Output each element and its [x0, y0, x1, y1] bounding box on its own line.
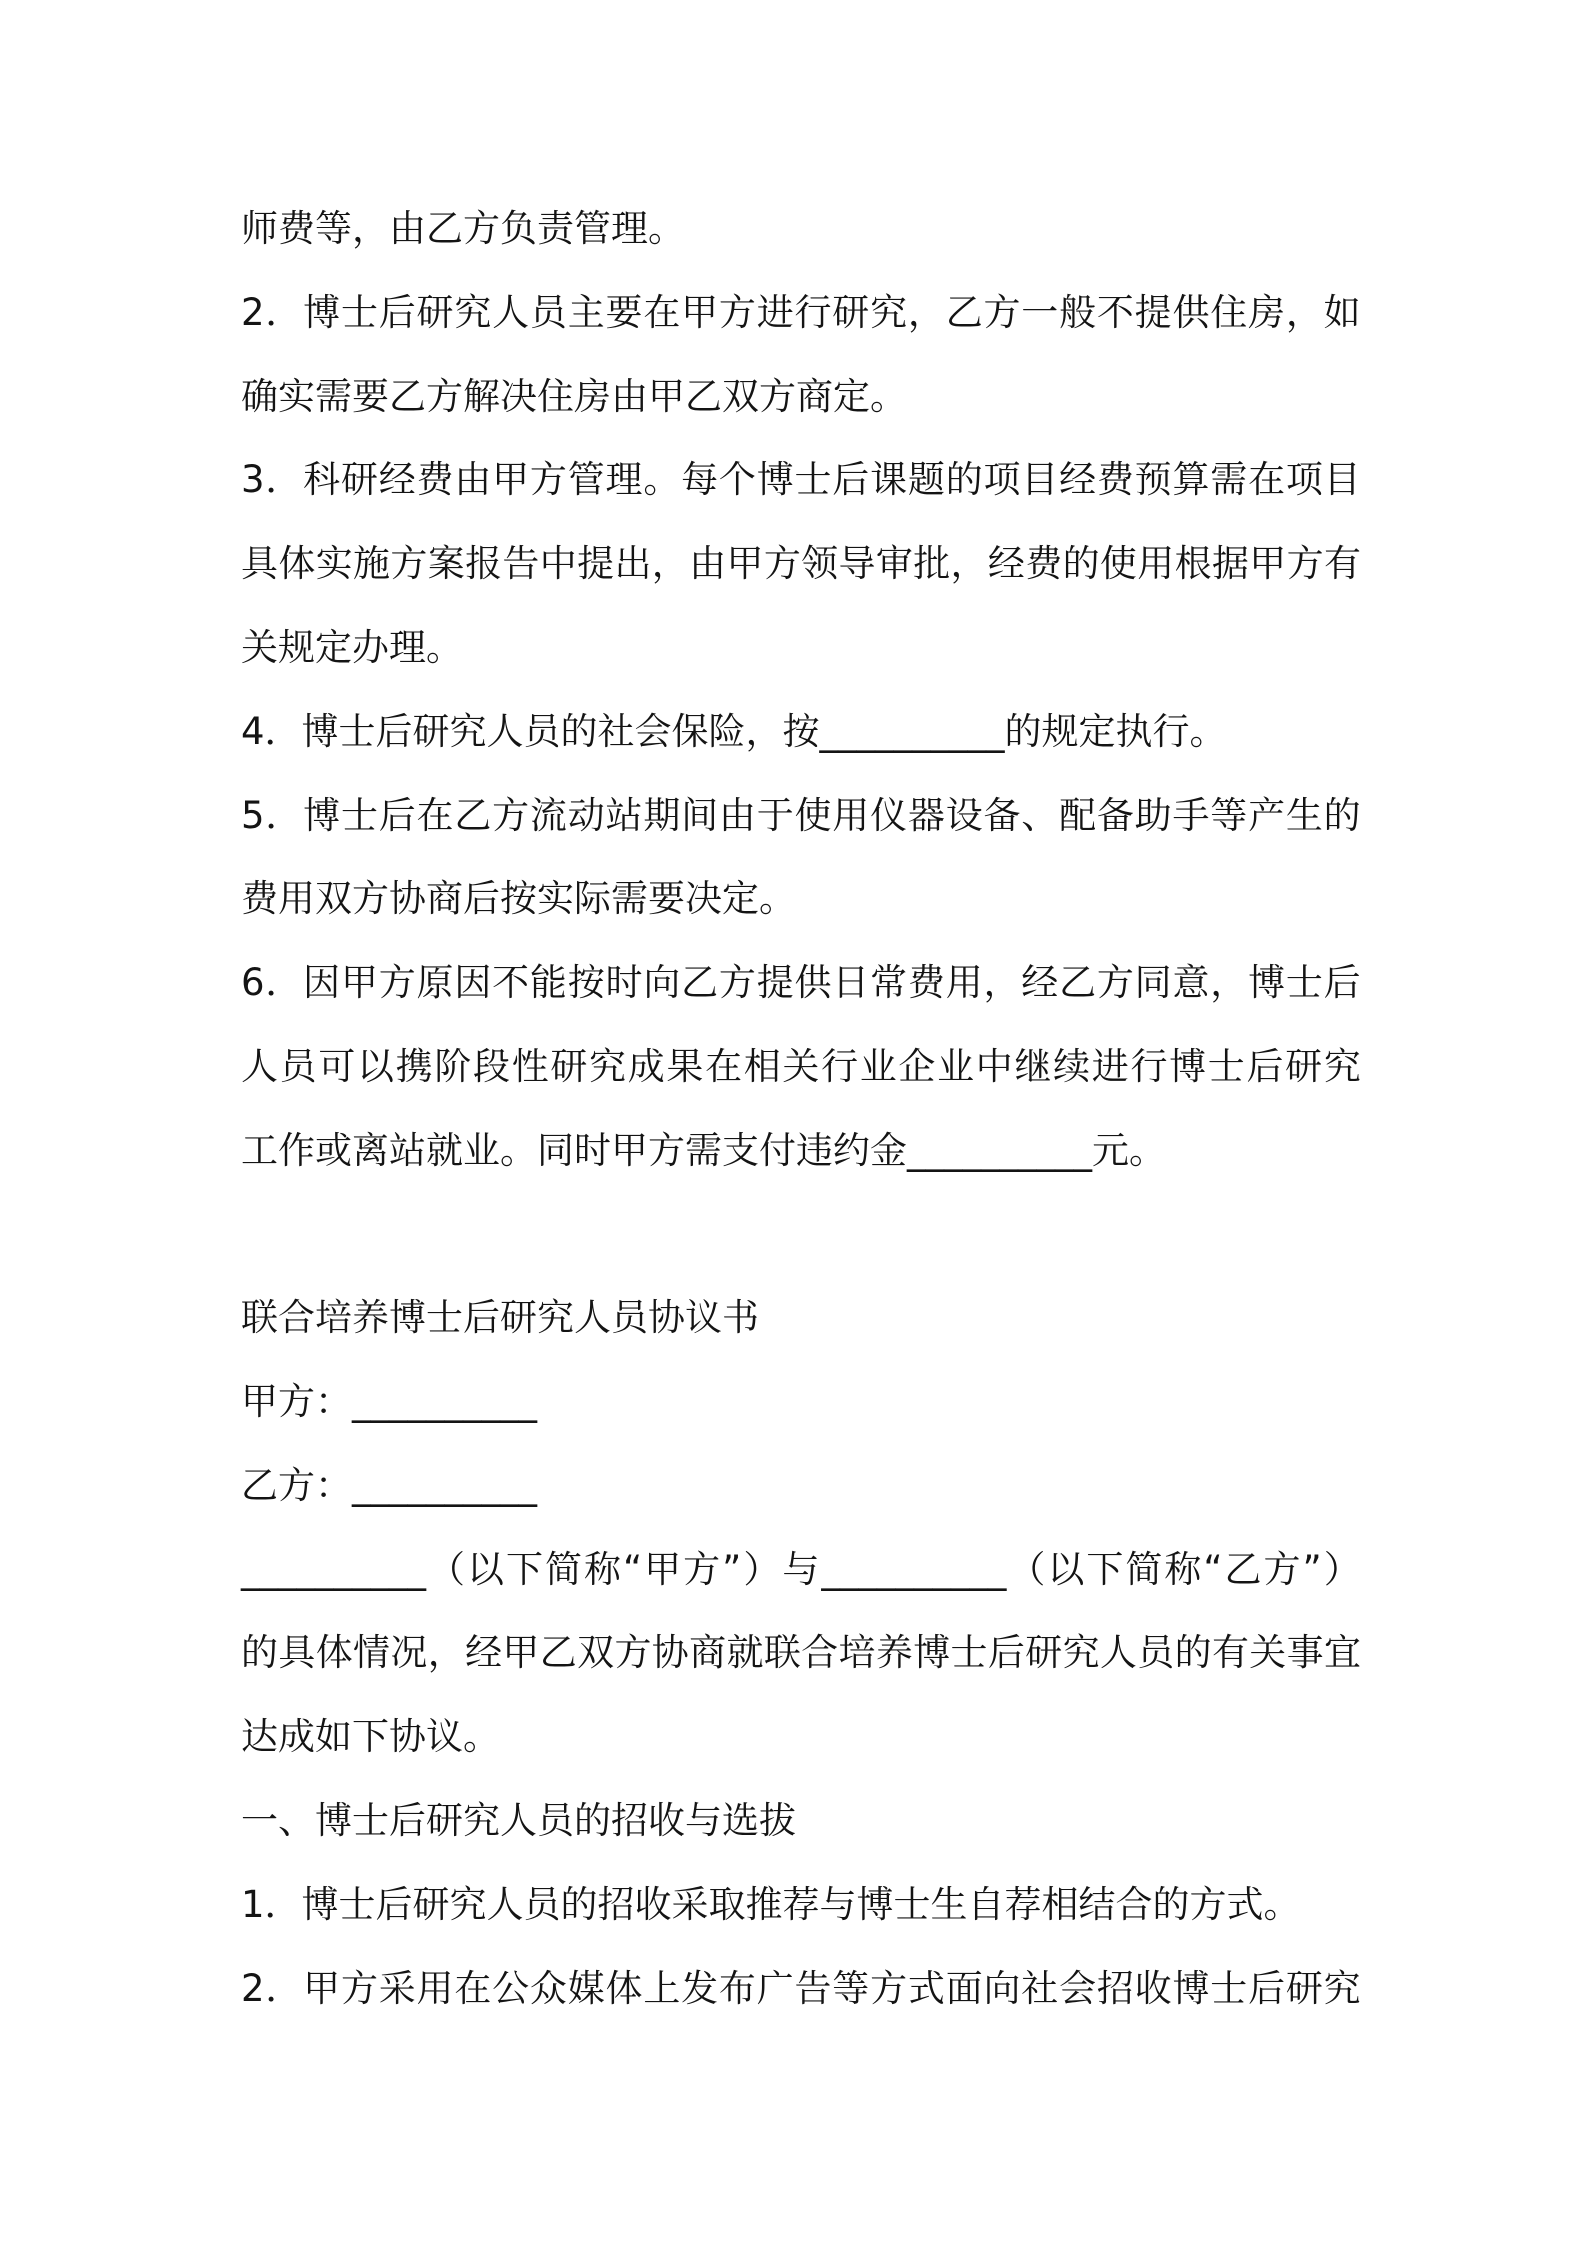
glyph: 方	[492, 794, 530, 837]
glyph: 施	[353, 542, 391, 585]
glyph: 流	[529, 794, 567, 837]
glyph: 究	[1323, 1045, 1361, 1088]
glyph: 理	[605, 458, 643, 501]
glyph: 2	[241, 291, 265, 334]
glyph: ，	[427, 1631, 465, 1674]
glyph: 后	[1248, 1967, 1286, 2010]
glyph: 称	[1164, 1548, 1202, 1591]
glyph: 经	[378, 458, 416, 501]
glyph: 乙	[454, 794, 492, 837]
glyph: 采	[378, 1967, 416, 2010]
glyph: 行	[821, 1045, 859, 1088]
glyph: 方	[614, 1631, 652, 1674]
text-line-justified	[241, 539, 1361, 589]
glyph: 项	[983, 458, 1021, 501]
glyph: 配	[1059, 794, 1097, 837]
glyph: 提	[756, 961, 794, 1004]
glyph: 社	[1021, 1967, 1059, 2010]
glyph: 士	[340, 291, 378, 334]
glyph: 在	[416, 794, 454, 837]
text-line-justified	[241, 1042, 1361, 1092]
glyph: 士	[950, 1631, 988, 1674]
text-line-justified	[241, 288, 1361, 338]
section-title: 联合培养博士后研究人员协议书	[241, 1296, 759, 1339]
text-line-justified	[241, 1545, 1361, 1595]
glyph: 房	[1248, 291, 1286, 334]
glyph: ．	[265, 291, 303, 334]
glyph: 况	[390, 1631, 428, 1674]
glyph: 甲	[681, 291, 719, 334]
glyph: ．	[265, 1967, 303, 2010]
glyph: 博	[1172, 1967, 1210, 2010]
glyph: 导	[838, 542, 876, 585]
glyph: 研	[550, 1045, 588, 1088]
glyph: 博	[303, 794, 341, 837]
glyph: 研	[832, 291, 870, 334]
glyph: “	[623, 1548, 643, 1591]
glyph: 产	[1248, 794, 1286, 837]
glyph: 由	[718, 794, 756, 837]
glyph: 具	[278, 1631, 316, 1674]
glyph: 有	[1323, 542, 1361, 585]
glyph: 中	[975, 1045, 1013, 1088]
glyph: 不	[492, 961, 530, 1004]
glyph: 费	[1096, 458, 1134, 501]
glyph: 于	[756, 794, 794, 837]
glyph: 业	[937, 1045, 975, 1088]
glyph: 方	[763, 542, 801, 585]
glyph: ，	[1285, 291, 1323, 334]
glyph: 间	[681, 794, 719, 837]
text-line: 1．博士后研究人员的招收采取推荐与博士生自荐相结合的方式。	[241, 1883, 1301, 1926]
glyph: 能	[529, 961, 567, 1004]
glyph: 方	[340, 1967, 378, 2010]
glyph: 研	[1285, 1967, 1323, 2010]
glyph: “	[1203, 1548, 1223, 1591]
glyph: （	[428, 1548, 465, 1591]
glyph: 博	[756, 458, 794, 501]
glyph: ，	[651, 542, 689, 585]
glyph: 士	[340, 794, 378, 837]
glyph: 由	[689, 542, 727, 585]
glyph: ．	[265, 794, 303, 837]
glyph: 2	[241, 1967, 265, 2010]
glyph: 目	[1021, 458, 1059, 501]
glyph: 课	[870, 458, 908, 501]
glyph: 管	[567, 458, 605, 501]
glyph: 士	[1285, 961, 1323, 1004]
glyph: 究	[1062, 1631, 1100, 1674]
glyph: 不	[1096, 291, 1134, 334]
glyph: 果	[666, 1045, 704, 1088]
glyph: 以	[467, 1548, 504, 1591]
glyph: 在	[454, 1967, 492, 2010]
glyph: 用	[832, 794, 870, 837]
glyph: 性	[511, 1045, 549, 1088]
glyph: 日	[832, 961, 870, 1004]
text-line: 确实需要乙方解决住房由甲乙双方商定。	[241, 375, 907, 418]
glyph: 博	[913, 1631, 951, 1674]
glyph: 以	[1047, 1548, 1085, 1591]
glyph: 乙	[1224, 1548, 1262, 1591]
glyph: 研	[1285, 1045, 1323, 1088]
glyph: 意	[1172, 961, 1210, 1004]
glyph: 提	[577, 542, 615, 585]
glyph: ）	[743, 1548, 781, 1591]
glyph: 每	[681, 458, 719, 501]
glyph: 人	[1099, 1631, 1137, 1674]
glyph: 般	[1059, 291, 1097, 334]
glyph: 原	[416, 961, 454, 1004]
glyph: 站	[605, 794, 643, 837]
glyph: ，	[907, 291, 945, 334]
glyph: 合	[801, 1631, 839, 1674]
glyph: 根	[1174, 542, 1212, 585]
glyph: 提	[1134, 291, 1172, 334]
glyph: 乙	[539, 1631, 577, 1674]
glyph: 广	[756, 1967, 794, 2010]
glyph: ）	[1323, 1548, 1361, 1591]
glyph: 士	[1210, 1967, 1248, 2010]
glyph: 的	[241, 1631, 278, 1674]
text-line: 工作或离站就业。同时甲方需支付违约金__________元。	[241, 1129, 1166, 1172]
glyph: 有	[1211, 1631, 1249, 1674]
glyph: 常	[870, 961, 908, 1004]
glyph: 后	[378, 794, 416, 837]
glyph: 报	[465, 542, 503, 585]
glyph: 乙	[681, 961, 719, 1004]
glyph: ，	[950, 542, 988, 585]
glyph: 方	[390, 542, 428, 585]
text-line: 达成如下协议。	[241, 1715, 500, 1758]
glyph: ．	[265, 961, 303, 1004]
text-line-justified	[241, 1628, 1361, 1678]
glyph: ，	[983, 961, 1021, 1004]
glyph: 备	[1096, 794, 1134, 837]
glyph: 设	[945, 794, 983, 837]
glyph: 乙	[945, 291, 983, 334]
glyph: 备	[983, 794, 1021, 837]
glyph: 究	[1323, 1967, 1361, 2010]
glyph: 在	[1248, 458, 1286, 501]
glyph: 后	[832, 458, 870, 501]
glyph: 用	[1137, 542, 1175, 585]
glyph: 方	[378, 961, 416, 1004]
glyph: 体	[605, 1967, 643, 2010]
text-line: 关规定办理。	[241, 626, 463, 669]
text-line-justified	[241, 455, 1361, 505]
glyph: 人	[241, 1045, 278, 1088]
glyph: 上	[643, 1967, 681, 2010]
glyph: 行	[1130, 1045, 1168, 1088]
glyph: ”	[722, 1548, 742, 1591]
glyph: 使	[1099, 542, 1137, 585]
glyph: 批	[913, 542, 951, 585]
text-line-justified	[241, 1964, 1361, 2014]
glyph: 宜	[1323, 1631, 1361, 1674]
glyph: 招	[1096, 1967, 1134, 2010]
glyph: 甲	[303, 1967, 341, 2010]
glyph: 士	[794, 458, 832, 501]
glyph: 个	[718, 458, 756, 501]
glyph: 方	[1263, 1548, 1301, 1591]
glyph: 行	[794, 291, 832, 334]
glyph: 收	[1134, 1967, 1172, 2010]
glyph: __________	[241, 1548, 426, 1591]
glyph: 段	[473, 1045, 511, 1088]
glyph: 员	[1137, 1631, 1175, 1674]
glyph: 告	[502, 542, 540, 585]
glyph: 器	[907, 794, 945, 837]
glyph: 出	[614, 542, 652, 585]
glyph: 就	[726, 1631, 764, 1674]
glyph: 等	[832, 1967, 870, 2010]
glyph: 的	[1323, 794, 1361, 837]
glyph: 经	[1021, 961, 1059, 1004]
glyph: 同	[1134, 961, 1172, 1004]
glyph: 审	[875, 542, 913, 585]
glyph: 布	[718, 1967, 756, 2010]
glyph: 下	[1086, 1548, 1124, 1591]
glyph: ，	[1210, 961, 1248, 1004]
glyph: ．	[265, 458, 303, 501]
glyph: 费	[907, 961, 945, 1004]
text-line-justified	[241, 791, 1361, 841]
glyph: 员	[529, 291, 567, 334]
glyph: 关	[1249, 1631, 1287, 1674]
glyph: 后	[1246, 1045, 1284, 1088]
glyph: 方	[529, 458, 567, 501]
glyph: 人	[492, 291, 530, 334]
glyph: 具	[241, 542, 278, 585]
glyph: 养	[875, 1631, 913, 1674]
glyph: 因	[303, 961, 341, 1004]
glyph: 式	[907, 1967, 945, 2010]
glyph: 会	[1059, 1967, 1097, 2010]
glyph: 携	[395, 1045, 433, 1088]
glyph: 向	[983, 1967, 1021, 2010]
glyph: 由	[454, 458, 492, 501]
glyph: 研	[416, 291, 454, 334]
glyph: 的	[1174, 1631, 1212, 1674]
glyph: 究	[870, 291, 908, 334]
glyph: 阶	[434, 1045, 472, 1088]
glyph: 需	[1210, 458, 1248, 501]
glyph: 据	[1211, 542, 1249, 585]
glyph: 方	[718, 291, 756, 334]
party-a-line: 甲方：__________	[241, 1380, 537, 1423]
glyph: 在	[643, 291, 681, 334]
text-line: 师费等，由乙方负责管理。	[241, 207, 685, 250]
text-line: 4．博士后研究人员的社会保险，按__________的规定执行。	[241, 710, 1227, 753]
glyph: 使	[794, 794, 832, 837]
glyph: 双	[577, 1631, 615, 1674]
glyph: 情	[353, 1631, 391, 1674]
glyph: 下	[506, 1548, 543, 1591]
glyph: 题	[907, 458, 945, 501]
glyph: 时	[605, 961, 643, 1004]
glyph: 关	[782, 1045, 820, 1088]
glyph: 。	[643, 458, 681, 501]
glyph: 博	[1169, 1045, 1207, 1088]
glyph: 培	[838, 1631, 876, 1674]
glyph: 领	[801, 542, 839, 585]
glyph: 的	[945, 458, 983, 501]
glyph: 项	[1285, 458, 1323, 501]
glyph: 甲	[644, 1548, 682, 1591]
glyph: 简	[545, 1548, 582, 1591]
glyph: 与	[782, 1548, 820, 1591]
glyph: 用	[945, 961, 983, 1004]
glyph: 的	[1062, 542, 1100, 585]
glyph: 可	[318, 1045, 356, 1088]
glyph: 按	[567, 961, 605, 1004]
glyph: 实	[315, 542, 353, 585]
glyph: 3	[241, 458, 265, 501]
glyph: 甲	[726, 542, 764, 585]
glyph: 因	[454, 961, 492, 1004]
glyph: 研	[340, 458, 378, 501]
glyph: ”	[1302, 1548, 1322, 1591]
glyph: 事	[1286, 1631, 1324, 1674]
glyph: 甲	[340, 961, 378, 1004]
text-line-justified	[241, 958, 1361, 1008]
glyph: 费	[416, 458, 454, 501]
glyph: 供	[794, 961, 832, 1004]
glyph: 续	[1053, 1045, 1091, 1088]
glyph: 仪	[870, 794, 908, 837]
glyph: 联	[763, 1631, 801, 1674]
glyph: 后	[1323, 961, 1361, 1004]
glyph: 、	[1021, 794, 1059, 837]
glyph: 供	[1172, 291, 1210, 334]
glyph: 众	[529, 1967, 567, 2010]
glyph: 方	[870, 1967, 908, 2010]
glyph: 6	[241, 961, 265, 1004]
glyph: 后	[987, 1631, 1025, 1674]
glyph: 中	[539, 542, 577, 585]
glyph: 成	[627, 1045, 665, 1088]
glyph: 方	[983, 291, 1021, 334]
section-heading: 一、博士后研究人员的招收与选拔	[241, 1799, 796, 1842]
glyph: 甲	[492, 458, 530, 501]
glyph: 生	[1285, 794, 1323, 837]
glyph: 要	[605, 291, 643, 334]
glyph: 简	[1125, 1548, 1163, 1591]
glyph: 乙	[1059, 961, 1097, 1004]
glyph: 以	[357, 1045, 395, 1088]
glyph: 公	[492, 1967, 530, 2010]
glyph: 等	[1210, 794, 1248, 837]
glyph: 称	[584, 1548, 621, 1591]
glyph: 员	[279, 1045, 317, 1088]
glyph: 动	[567, 794, 605, 837]
glyph: 5	[241, 794, 265, 837]
glyph: 用	[416, 1967, 454, 2010]
glyph: 方	[718, 961, 756, 1004]
glyph: 研	[1025, 1631, 1063, 1674]
glyph: 一	[1021, 291, 1059, 334]
glyph: 继	[1014, 1045, 1052, 1088]
glyph: 手	[1172, 794, 1210, 837]
glyph: 究	[589, 1045, 627, 1088]
glyph: 费	[1025, 542, 1063, 585]
glyph: 业	[859, 1045, 897, 1088]
glyph: 发	[681, 1967, 719, 2010]
glyph: 目	[1323, 458, 1361, 501]
glyph: 方	[683, 1548, 721, 1591]
glyph: 博	[1248, 961, 1286, 1004]
text-line: 费用双方协商后按实际需要决定。	[241, 877, 796, 920]
glyph: 方	[1096, 961, 1134, 1004]
glyph: 经	[465, 1631, 503, 1674]
glyph: __________	[821, 1548, 1007, 1591]
glyph: 科	[303, 458, 341, 501]
glyph: 预	[1134, 458, 1172, 501]
party-b-line: 乙方：__________	[241, 1464, 537, 1507]
glyph: 方	[1286, 542, 1324, 585]
glyph: 期	[643, 794, 681, 837]
glyph: 经	[1059, 458, 1097, 501]
glyph: 告	[794, 1967, 832, 2010]
glyph: 士	[1207, 1045, 1245, 1088]
glyph: 如	[1323, 291, 1361, 334]
glyph: 博	[303, 291, 341, 334]
glyph: 经	[987, 542, 1025, 585]
glyph: 协	[651, 1631, 689, 1674]
glyph: 体	[278, 542, 316, 585]
glyph: 究	[454, 291, 492, 334]
glyph: 主	[567, 291, 605, 334]
glyph: 算	[1172, 458, 1210, 501]
glyph: 案	[427, 542, 465, 585]
glyph: 甲	[502, 1631, 540, 1674]
glyph: 住	[1210, 291, 1248, 334]
glyph: 媒	[567, 1967, 605, 2010]
glyph: 在	[705, 1045, 743, 1088]
glyph: 甲	[1249, 542, 1287, 585]
glyph: 相	[743, 1045, 781, 1088]
glyph: 助	[1134, 794, 1172, 837]
glyph: 向	[643, 961, 681, 1004]
glyph: 进	[756, 291, 794, 334]
glyph: 商	[689, 1631, 727, 1674]
glyph: 企	[898, 1045, 936, 1088]
glyph: 后	[378, 291, 416, 334]
glyph: （	[1008, 1548, 1046, 1591]
glyph: 面	[945, 1967, 983, 2010]
glyph: 进	[1091, 1045, 1129, 1088]
glyph: 体	[315, 1631, 353, 1674]
